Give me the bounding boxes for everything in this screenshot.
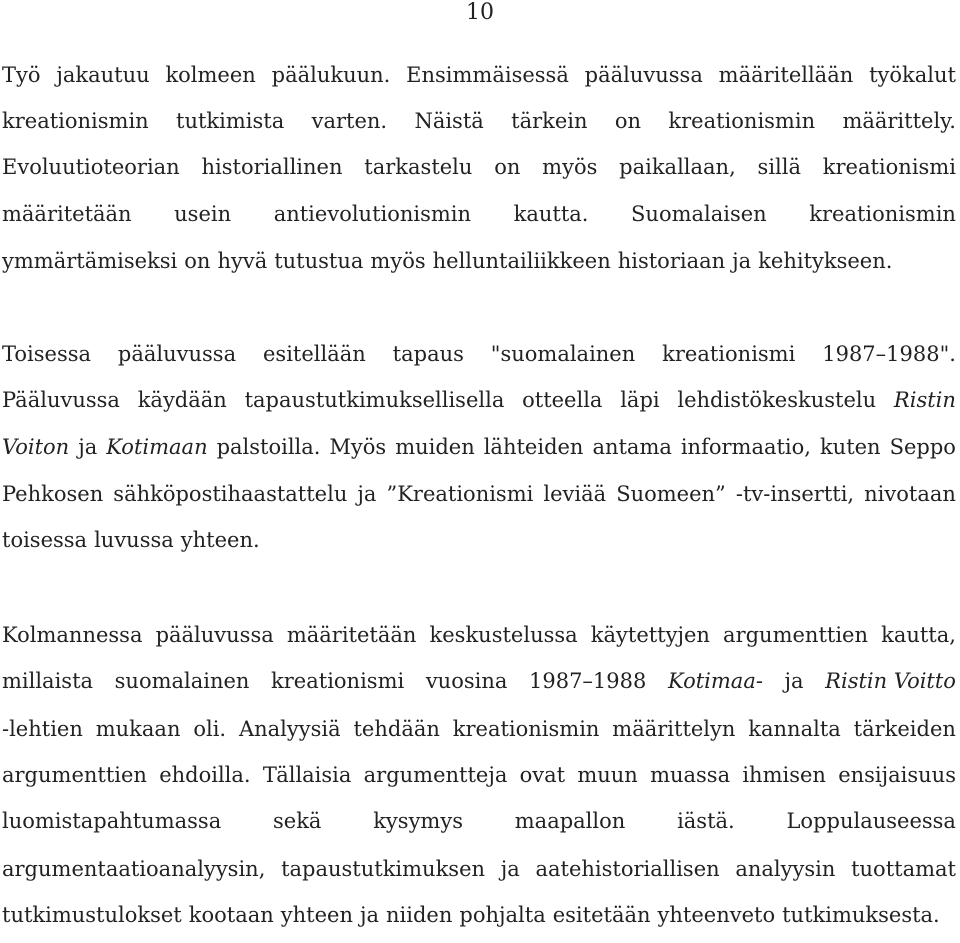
word: ja: [732, 249, 752, 273]
word: Loppulauseessa: [786, 809, 956, 833]
word: kehitykseen.: [758, 249, 893, 273]
word: pääluvussa: [117, 342, 237, 366]
word: määritetään: [286, 623, 417, 647]
word: muiden: [395, 435, 475, 459]
italic-word: Ristin Voitto: [825, 669, 956, 693]
text-line: [2, 62, 956, 88]
word: niiden: [386, 903, 453, 927]
word: esitetään: [552, 903, 651, 927]
word: argumentteja: [363, 763, 508, 787]
text-line: [2, 808, 956, 834]
word: vuosina: [425, 669, 508, 693]
text-line: [2, 481, 956, 507]
word: kuten: [819, 435, 881, 459]
word: kysymys: [373, 809, 463, 833]
word: historiaan: [617, 249, 726, 273]
word: oli.: [193, 717, 227, 741]
word: käytettyjen: [590, 623, 710, 647]
word: ja: [784, 669, 804, 693]
word: yhteen: [280, 903, 353, 927]
word: toisessa: [2, 528, 88, 552]
word: tapaustutkimuksellisella: [244, 388, 505, 412]
word: lehdistökeskustelu: [677, 388, 877, 412]
text-line: [2, 668, 956, 694]
word: argumenttien: [723, 623, 868, 647]
word: pääluvussa: [584, 63, 703, 87]
word: hyvä: [217, 249, 268, 273]
word: määrittelyn: [612, 717, 736, 741]
word: määritetään: [2, 202, 132, 226]
word: määritellään: [718, 63, 854, 87]
word: jakautuu: [56, 63, 150, 87]
word: tehdään: [353, 717, 440, 741]
word: kautta,: [881, 623, 956, 647]
word: pääluvussa: [155, 623, 274, 647]
text-line: [2, 201, 956, 227]
word: pohjalta: [459, 903, 546, 927]
word: aatehistoriallisen: [535, 857, 720, 881]
word: työkalut: [869, 63, 956, 87]
word: Toisessa: [2, 342, 92, 366]
word: ensijaisuus: [838, 763, 956, 787]
word: määrittely.: [842, 109, 956, 133]
word: Ensimmäisessä: [406, 63, 569, 87]
text-line: [2, 716, 956, 742]
word: varten.: [311, 109, 388, 133]
word: myös: [370, 249, 426, 273]
word: suomalainen: [114, 669, 250, 693]
word: tarkastelu: [364, 155, 473, 179]
word: Kolmannessa: [2, 623, 143, 647]
word: tapaus: [392, 342, 464, 366]
word: sekä: [272, 809, 322, 833]
word: sähköpostihaastattelu: [113, 482, 348, 506]
text-line: [2, 902, 956, 928]
word: sillä: [757, 155, 801, 179]
word: tutkimista: [176, 109, 285, 133]
italic-word: Ristin: [893, 388, 956, 412]
text-line: [2, 387, 956, 413]
word: yhteen.: [180, 528, 260, 552]
text-line: [2, 762, 956, 788]
word: paikallaan,: [619, 155, 736, 179]
word: mukaan: [95, 717, 181, 741]
italic-word: Kotimaa-: [667, 669, 763, 693]
text-line: [2, 622, 956, 648]
word: tutkimuksesta.: [782, 903, 940, 927]
word: kreationismin: [668, 109, 816, 133]
word: tärkein: [511, 109, 588, 133]
word: usein: [174, 202, 232, 226]
page-number: 10: [466, 0, 494, 25]
word: Analyysiä: [238, 717, 341, 741]
word: kreationismin: [809, 202, 956, 226]
text-line: [2, 248, 956, 274]
word: ja: [78, 435, 98, 459]
word: keskustelussa: [429, 623, 578, 647]
text-line: [2, 341, 956, 367]
word: läpi: [620, 388, 660, 412]
word: Tällaisia: [262, 763, 352, 787]
word: Seppo: [889, 435, 956, 459]
word: nivotaan: [864, 482, 956, 506]
word: kreationismi: [822, 155, 956, 179]
word: kannalta: [748, 717, 841, 741]
word: argumentaatioanalyysin,: [2, 857, 266, 881]
word: ovat: [519, 763, 566, 787]
word: päälukuun.: [271, 63, 391, 87]
word: Suomalaisen: [631, 202, 767, 226]
word: Suomeen”: [616, 482, 726, 506]
word: tutkimustulokset: [2, 903, 182, 927]
word: Työ: [2, 63, 41, 87]
word: tapaustutkimuksen: [281, 857, 486, 881]
word: Evoluutioteorian: [2, 155, 180, 179]
word: maapallon: [514, 809, 626, 833]
word: Pääluvussa: [2, 388, 120, 412]
word: analyysin: [735, 857, 836, 881]
word: kootaan: [188, 903, 274, 927]
word: ehdoilla.: [159, 763, 251, 787]
word: ja: [360, 903, 380, 927]
word: antievolutionismin: [273, 202, 472, 226]
italic-word: Voiton: [2, 435, 70, 459]
word: tutustua: [274, 249, 364, 273]
word: antama: [592, 435, 672, 459]
word: tuottamat: [851, 857, 956, 881]
word: muun: [577, 763, 638, 787]
word: käydään: [137, 388, 227, 412]
word: ihmisen: [742, 763, 826, 787]
word: 1987–1988".: [822, 342, 956, 366]
word: ymmärtämiseksi: [2, 249, 178, 273]
text-line: [2, 856, 956, 882]
word: -lehtien: [2, 717, 83, 741]
word: Näistä: [414, 109, 484, 133]
word: iästä.: [677, 809, 735, 833]
word: ja: [357, 482, 377, 506]
word: helluntailiikkeen: [432, 249, 611, 273]
word: tärkeiden: [853, 717, 956, 741]
word: "suomalainen: [490, 342, 636, 366]
word: on: [614, 109, 642, 133]
word: kreationismi: [662, 342, 796, 366]
text-line: [2, 527, 956, 553]
word: millaista: [2, 669, 94, 693]
word: palstoilla.: [216, 435, 321, 459]
word: kreationismi: [271, 669, 405, 693]
word: yhteenveto: [657, 903, 776, 927]
text-line: [2, 108, 956, 134]
word: kreationismin: [452, 717, 600, 741]
word: informaatio,: [680, 435, 811, 459]
word: myös: [542, 155, 598, 179]
text-line: [2, 154, 956, 180]
word: luvussa: [94, 528, 174, 552]
word: ja: [500, 857, 520, 881]
word: argumenttien: [2, 763, 147, 787]
word: on: [184, 249, 211, 273]
word: on: [494, 155, 521, 179]
word: luomistapahtumassa: [2, 809, 222, 833]
word: Pehkosen: [2, 482, 104, 506]
word: ”Kreationismi: [386, 482, 534, 506]
word: esitellään: [262, 342, 366, 366]
word: lähteiden: [483, 435, 584, 459]
word: kreationismin: [2, 109, 149, 133]
word: historiallinen: [201, 155, 343, 179]
word: -tv-insertti,: [735, 482, 855, 506]
word: Myös: [329, 435, 387, 459]
text-line: [2, 434, 956, 460]
word: 1987–1988: [528, 669, 647, 693]
word: leviää: [543, 482, 607, 506]
word: kautta.: [513, 202, 589, 226]
word: kolmeen: [165, 63, 256, 87]
word: otteella: [522, 388, 603, 412]
italic-word: Kotimaan: [106, 435, 208, 459]
word: muassa: [650, 763, 731, 787]
